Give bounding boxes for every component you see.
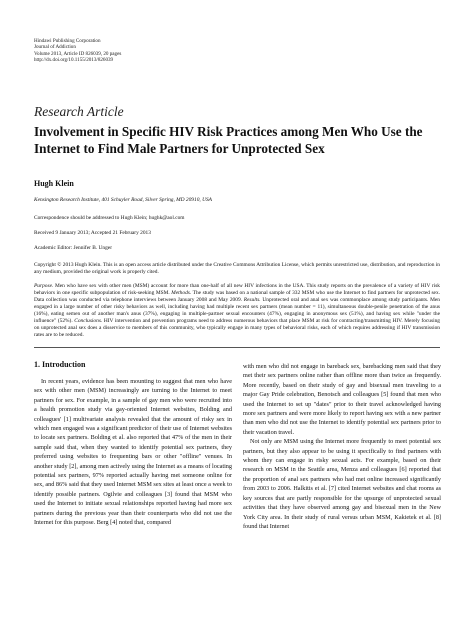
abstract xyxy=(34,283,440,339)
academic-editor: Academic Editor: Jennifer B. Unger xyxy=(34,245,112,251)
author-affiliation: Kensington Research Institute, 401 Schuyler Road, Silver Spring, MD 20910, USA xyxy=(34,197,212,203)
abstract-results-text: Unprotected oral and anal sex was commonplace among study participants. Men engaged in a large number of other risky behaviors as well, including having had multiple recent sex partners (mean number = 11), simultaneous double-penile penetration of the anus (16%), eating semen out of another man's anus (37%), engaging in multiple-partner sexual encounters (47%), engaging in anonymous sex (51%), and having sex while "under the influence" (52%). xyxy=(34,297,440,324)
body-column-right xyxy=(243,362,441,531)
doi-link[interactable]: http://dx.doi.org/10.1155/2013/826039 xyxy=(34,57,114,64)
abstract-conclusions-label: Conclusions. xyxy=(72,318,103,324)
intro-paragraph-2: Not only are MSM using the Internet more frequently to meet potential sex partners, but they also appear to be using it specifically to find partners with whom they can engage in risky sexual acts. For example, based on their research on MSM in the Seattle area, Menza and colleagues [6] reported that the proportion of anal sex partners who had met online increased significantly from 2003 to 2006. Halkitis et al. [7] cited Internet websites and chat rooms as key sources that are partly responsible for the upsurge of unprotected sexual activities that they have observed among gay and bisexual men in the New York City area. In their study of rural versus urban MSM, Kakietek et al. [8] found that Internet xyxy=(243,438,441,530)
abstract-results-label: Results. xyxy=(242,297,261,303)
correspondence-line: Correspondence should be addressed to Hugh Klein; hughk@aol.com xyxy=(34,215,185,221)
abstract-methods-label: Methods. xyxy=(169,290,192,296)
abstract-conclusions-text: HIV intervention and prevention programs need to address numerous behaviors that place MSM at risk for contracting/transmitting HIV. Merely focusing on unprotected anal sex does a disservice to members of this community, who typically engage in many types of behavioral risks, each of which requires addressing if HIV transmission rates are to be reduced. xyxy=(34,318,440,338)
abstract-purpose-label: Purpose. xyxy=(34,283,54,289)
intro-paragraph-continued: with men who did not engage in bareback sex, barebacking men said that they met their sex partners online rather than offline more than twice as frequently. More recently, based on their study of gay and bisexual men traveling to a major Gay Pride celebration, Benotsch and colleagues [5] found that men who used the Internet to set up "dates" prior to their travel acknowledged having more sex partners and were more likely to report having sex with a new partner than men who did not use the Internet to identify potential sex partners prior to their vacation travel. xyxy=(243,363,441,436)
received-accepted-dates: Received 9 January 2013; Accepted 21 February 2013 xyxy=(34,230,151,236)
section-heading-introduction: 1. Introduction xyxy=(34,360,86,369)
abstract-divider xyxy=(34,347,440,348)
abstract-methods-text: The study was based on a national sample of 332 MSM who use the Internet to find partners for unprotected sex. Data collection was conducted via telephone interviews between January 2008 and May 2009. xyxy=(34,290,440,303)
article-type: Research Article xyxy=(34,104,124,119)
abstract-purpose-text: Men who have sex with other men (MSM) account for more than one-half of all new HIV infections in the USA. This study reports on the prevalence of a variety of HIV risk behaviors in one specific subpopulation of risk-seeking MSM. xyxy=(34,283,440,296)
copyright-notice: Copyright © 2013 Hugh Klein. This is an open access article distributed under the Creative Commons Attribution License, which permits unrestricted use, distribution, and reproduction in any medium, provided the original work is properly cited. xyxy=(34,262,440,275)
paper-title: Involvement in Specific HIV Risk Practices among Men Who Use the Internet to Find Male Partners for Unprotected Sex xyxy=(34,124,423,156)
body-column-left xyxy=(34,377,232,528)
intro-paragraph-1: In recent years, evidence has been mounting to suggest that men who have sex with other men (MSM) increasingly are turning to the Internet to meet partners for sex. For example, in a sample of gay men who were recruited into a health promotion study via gay-oriented Internet websites, Bolding and colleagues' [1] multivariate analysis revealed that the amount of risky sex in which men engaged was a significant predictor of their use of Internet websites to locate sex partners. Bolding et al. also reported that 47% of the men in their sample said that, when they wanted to identify potential sex partners, they preferred using websites to frequenting bars or other "offline" venues. In another study [2], among men actively using the Internet as a means of locating potential sex partners, 97% reported actually having met someone online for sex, and 86% said that they used Internet MSM sex sites at least once a week to identify possible partners. Ogilvie and colleagues [3] found that MSM who used the Internet to initiate sexual relationships reported having had more sex partners during the previous year than their counterparts who did not use the Internet for this purpose. Berg [4] noted that, compared xyxy=(34,378,232,527)
author-name: Hugh Klein xyxy=(34,179,74,188)
journal-name: Journal of Addiction xyxy=(34,44,76,51)
volume-info: Volume 2013, Article ID 826039, 20 pages xyxy=(34,50,122,57)
publisher-name: Hindawi Publishing Corporation xyxy=(34,38,101,44)
publication-header xyxy=(34,38,121,64)
